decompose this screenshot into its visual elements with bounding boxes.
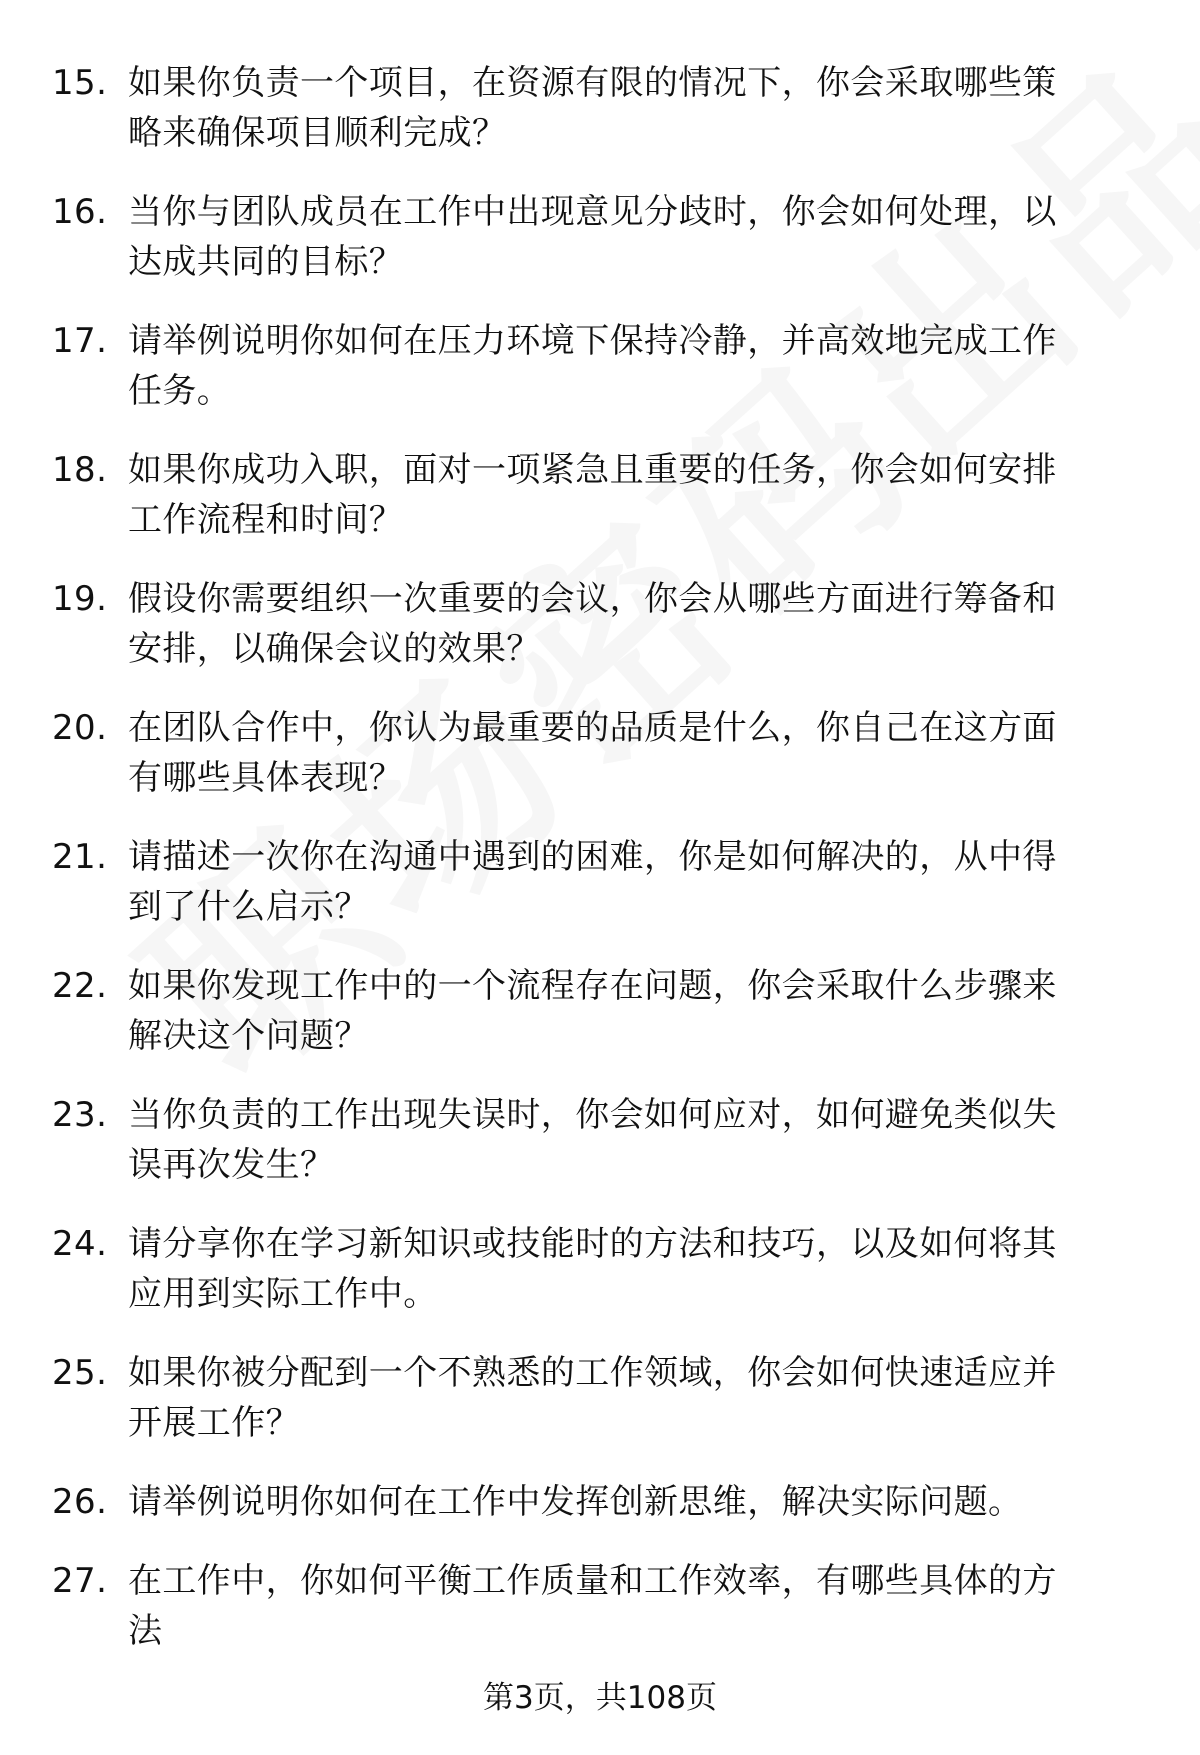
question-number: 26. [52,1482,108,1522]
question-number: 20. [52,708,108,748]
question-number: 21. [52,837,108,877]
question-item [52,1219,1132,1319]
question-item [52,574,1132,674]
question-text: 请举例说明你如何在工作中发挥创新思维，解决实际问题。 [128,1482,1023,1522]
question-item [52,58,1132,158]
question-number: 16. [52,192,108,232]
page-footer: 第3页，共108页 [483,1680,717,1716]
question-number: 18. [52,450,108,490]
question-item [52,1477,1132,1527]
question-item [52,1556,1132,1656]
question-number: 24. [52,1224,108,1264]
question-text: 如果你负责一个项目，在资源有限的情况下，你会采取哪些策略来确保项目顺利完成？ [128,63,1057,153]
question-text: 当你与团队成员在工作中出现意见分歧时，你会如何处理，以达成共同的目标？ [128,192,1057,282]
question-number: 22. [52,966,108,1006]
question-item [52,1090,1132,1190]
question-text: 当你负责的工作出现失误时，你会如何应对，如何避免类似失误再次发生？ [128,1095,1057,1185]
question-number: 27. [52,1561,108,1601]
question-text: 如果你被分配到一个不熟悉的工作领域，你会如何快速适应并开展工作？ [128,1353,1057,1443]
question-text: 在团队合作中，你认为最重要的品质是什么，你自己在这方面有哪些具体表现？ [128,708,1057,798]
question-number: 25. [52,1353,108,1393]
question-text: 请分享你在学习新知识或技能时的方法和技巧，以及如何将其应用到实际工作中。 [128,1224,1057,1314]
question-number: 17. [52,321,108,361]
question-item [52,1348,1132,1448]
question-text: 请描述一次你在沟通中遇到的困难，你是如何解决的，从中得到了什么启示？ [128,837,1057,927]
question-number: 23. [52,1095,108,1135]
question-item [52,961,1132,1061]
question-item [52,316,1132,416]
question-number: 19. [52,579,108,619]
question-text: 如果你发现工作中的一个流程存在问题，你会采取什么步骤来解决这个问题？ [128,966,1057,1056]
question-item [52,187,1132,287]
question-text: 假设你需要组织一次重要的会议，你会从哪些方面进行筹备和安排，以确保会议的效果？ [128,579,1057,669]
question-text: 如果你成功入职，面对一项紧急且重要的任务，你会如何安排工作流程和时间？ [128,450,1057,540]
question-number: 15. [52,63,108,103]
question-list [52,58,1132,1685]
question-text: 请举例说明你如何在压力环境下保持冷静，并高效地完成工作任务。 [128,321,1057,411]
question-item [52,832,1132,932]
question-item [52,445,1132,545]
question-text: 在工作中，你如何平衡工作质量和工作效率，有哪些具体的方法 [128,1561,1057,1651]
question-item [52,703,1132,803]
